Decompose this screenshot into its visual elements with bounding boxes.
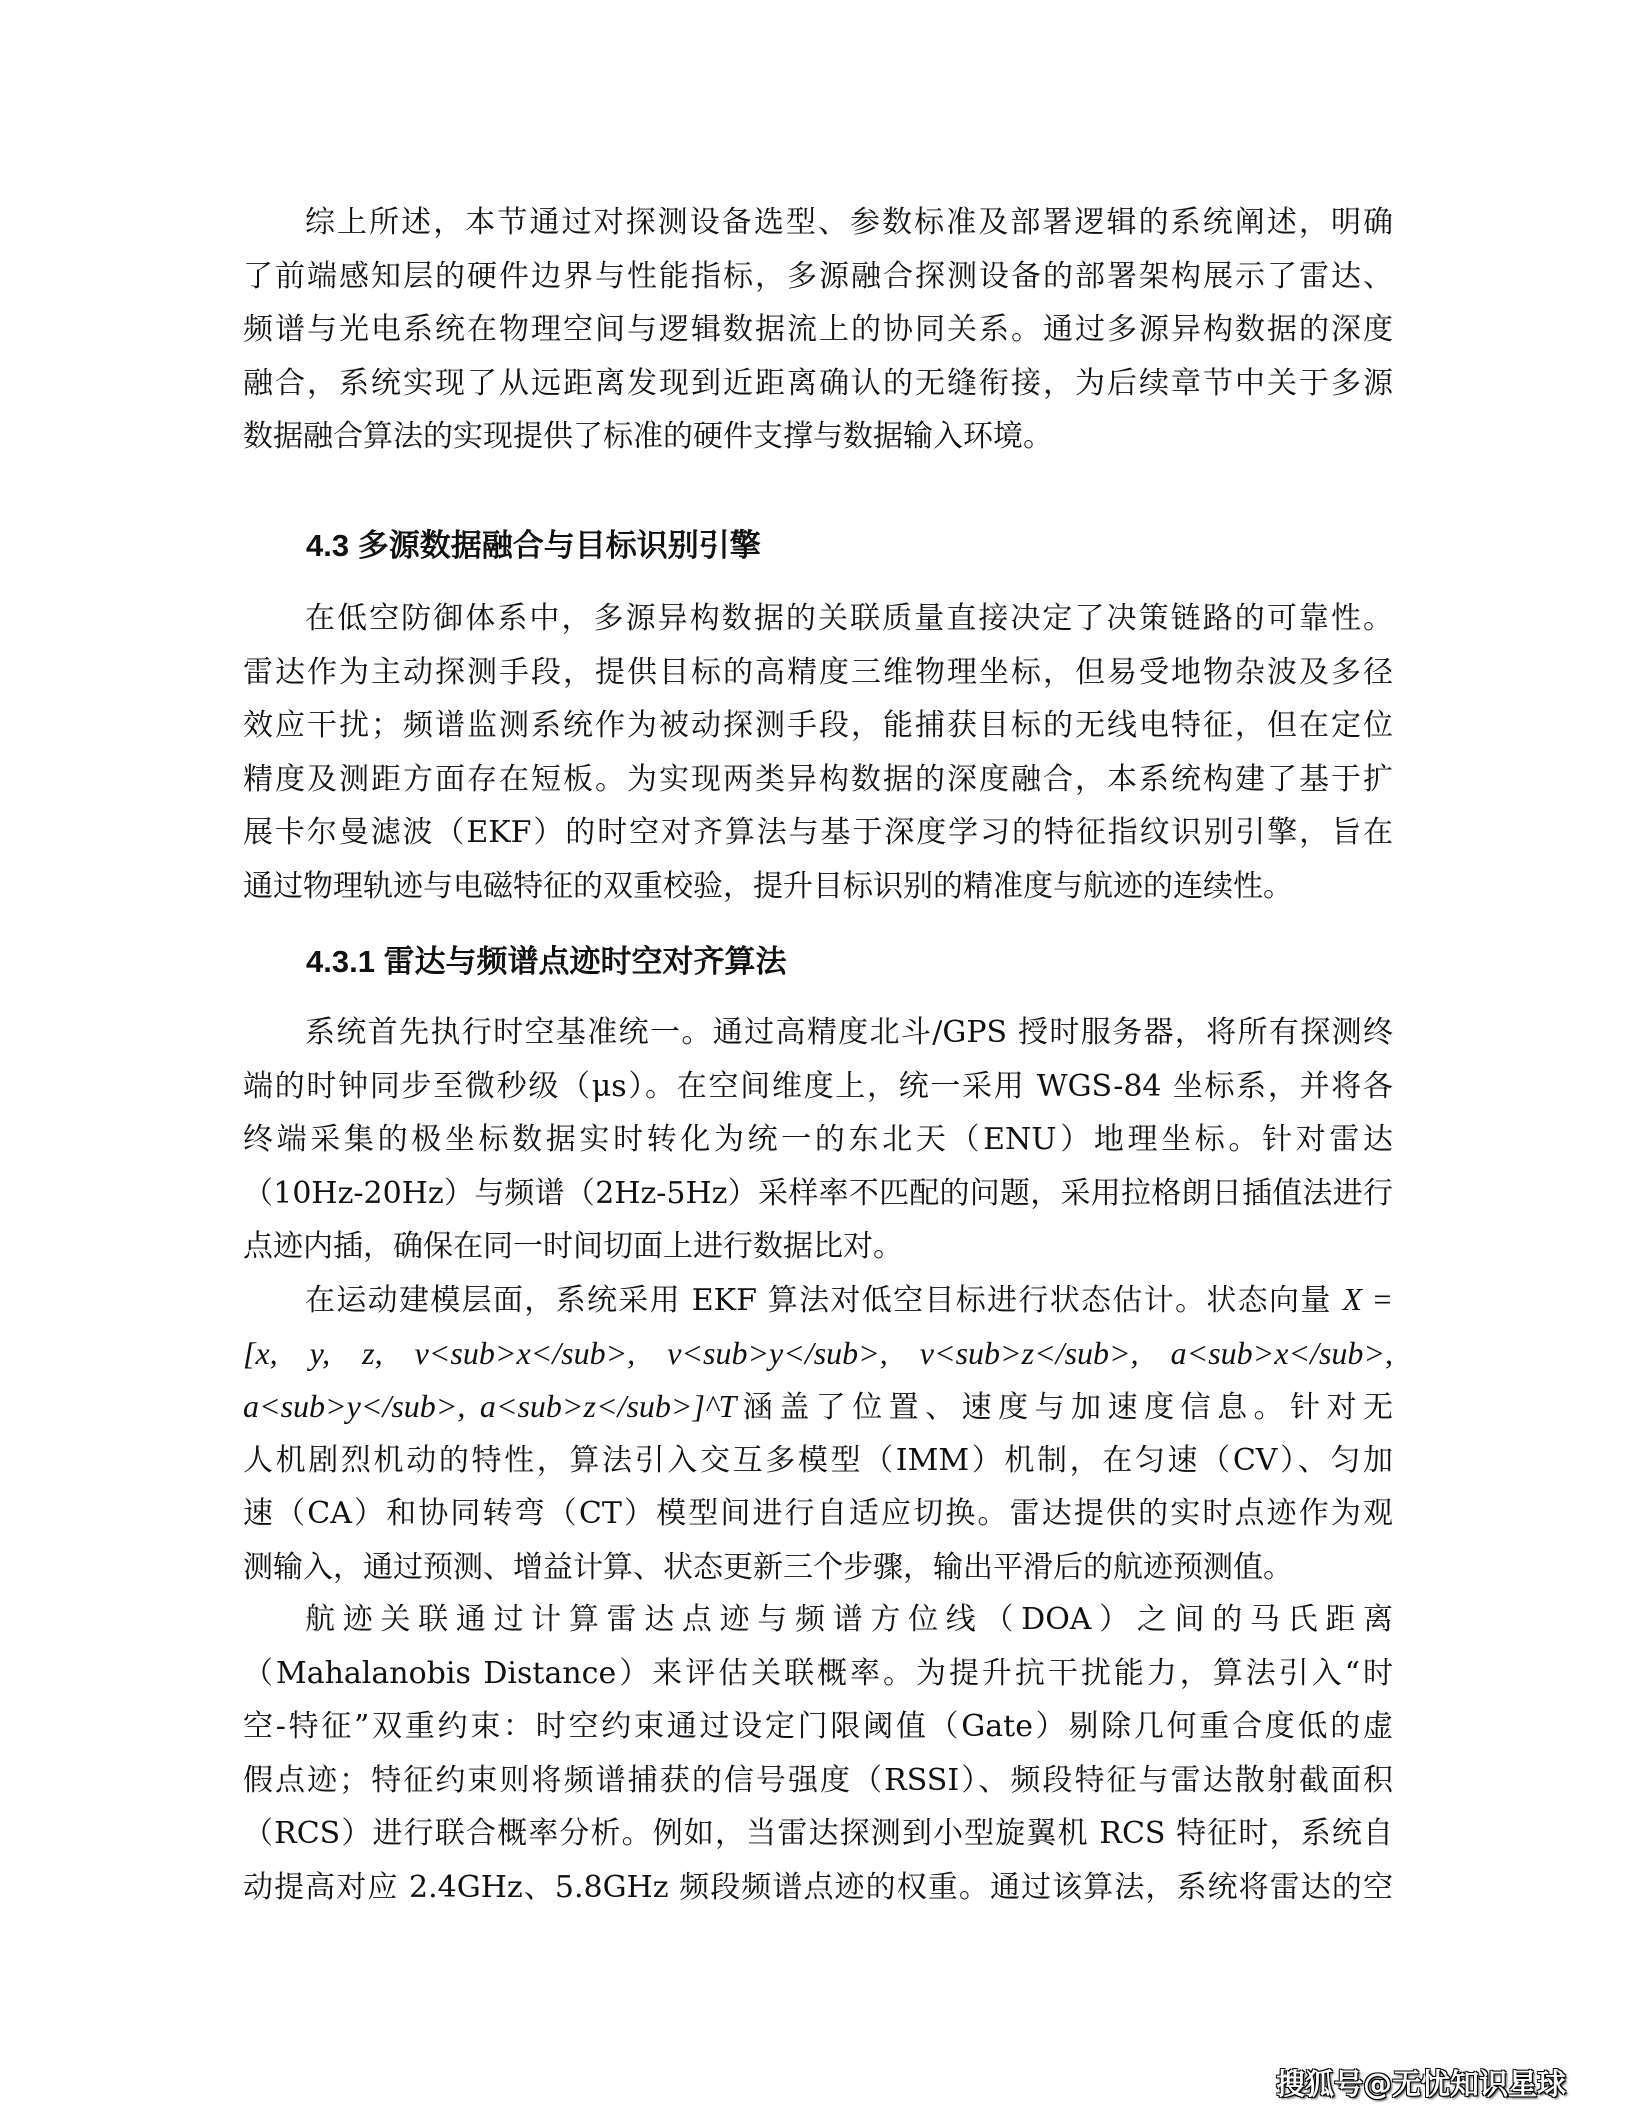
text-line: 通过物理轨迹与电磁特征的双重校验，提升目标识别的精准度与航迹的连续性。: [243, 868, 1293, 904]
text-line: 了前端感知层的硬件边界与性能指标，多源融合探测设备的部署架构展示了雷达、: [243, 258, 1393, 294]
section-heading-4-3: 4.3 多源数据融合与目标识别引擎: [306, 528, 761, 563]
text-line: 在低空防御体系中，多源异构数据的关联质量直接决定了决策链路的可靠性。: [305, 601, 1393, 636]
text-line: 系统首先执行时空基准统一。通过高精度北斗/GPS 授时服务器，将所有探测终: [305, 1015, 1393, 1050]
ekf-paragraph: [243, 1273, 1393, 1595]
text-line: [243, 1380, 1393, 1434]
text-line: 融合，系统实现了从远距离发现到近距离确认的无缝衔接，为后续章节中关于多源: [243, 365, 1393, 401]
section-heading-4-3-1: 4.3.1 雷达与频谱点迹时空对齐算法: [306, 944, 787, 979]
text-line: （10Hz-20Hz）与频谱（2Hz-5Hz）采样率不匹配的问题，采用拉格朗日插值法进行: [243, 1175, 1393, 1211]
summary-paragraph: [243, 196, 1393, 464]
text-line: 测输入，通过预测、增益计算、状态更新三个步骤，输出平滑后的航迹预测值。: [243, 1549, 1293, 1585]
time-space-paragraph: [243, 1006, 1393, 1274]
text-line: 数据融合算法的实现提供了标准的硬件支撑与数据输入环境。: [243, 419, 1053, 455]
text-line: 点迹内插，确保在同一时间切面上进行数据比对。: [243, 1229, 903, 1265]
text-line: （RCS）进行联合概率分析。例如，当雷达探测到小型旋翼机 RCS 特征时，系统自: [243, 1816, 1393, 1852]
text-line: 频谱与光电系统在物理空间与逻辑数据流上的协同关系。通过多源异构数据的深度: [243, 312, 1393, 348]
text-line: 端的时钟同步至微秒级（μs）。在空间维度上，统一采用 WGS-84 坐标系，并将各: [243, 1068, 1393, 1104]
text-line: 精度及测距方面存在短板。为实现两类异构数据的深度融合，本系统构建了基于扩: [243, 761, 1393, 797]
text-line: 综上所述，本节通过对探测设备选型、参数标准及部署逻辑的系统阐述，明确: [305, 205, 1393, 240]
text-segment: 在运动建模层面，系统采用 EKF 算法对低空目标进行状态估计。状态向量: [305, 1283, 1343, 1318]
text-line: 速（CA）和协同转弯（CT）模型间进行自适应切换。雷达提供的实时点迹作为观: [243, 1496, 1393, 1532]
text-line: 雷达作为主动探测手段，提供目标的高精度三维物理坐标，但易受地物杂波及多径: [243, 654, 1393, 690]
formula-line: [x, y, z, v<sub>x</sub>, v<sub>y</sub>, v<sub>z</sub>, a<sub>x</sub>,: [243, 1334, 1393, 1371]
text-line: 动提高对应 2.4GHz、5.8GHz 频段频谱点迹的权重。通过该算法，系统将雷达的空: [243, 1869, 1393, 1905]
text-line: 假点迹；特征约束则将频谱捕获的信号强度（RSSI）、频段特征与雷达散射截面积: [243, 1762, 1393, 1798]
text-line: （Mahalanobis Distance）来评估关联概率。为提升抗干扰能力，算法引入“时: [243, 1655, 1393, 1691]
text-segment: 涵盖了位置、速度与加速度信息。针对无: [736, 1390, 1394, 1426]
watermark: 搜狐号@无忧知识星球: [1276, 2067, 1567, 2101]
text-line: 效应干扰；频谱监测系统作为被动探测手段，能捕获目标的无线电特征，但在定位: [243, 708, 1393, 744]
text-line: 空-特征”双重约束：时空约束通过设定门限阈值（Gate）剔除几何重合度低的虚: [243, 1709, 1393, 1745]
text-line: 人机剧烈机动的特性，算法引入交互多模型（IMM）机制，在匀速（CV）、匀加: [243, 1442, 1393, 1478]
intro-paragraph: [243, 592, 1393, 914]
text-line: 展卡尔曼滤波（EKF）的时空对齐算法与基于深度学习的特征指纹识别引擎，旨在: [243, 815, 1393, 851]
formula-segment: X =: [1342, 1281, 1393, 1317]
text-line: [243, 1273, 1393, 1327]
text-line: 终端采集的极坐标数据实时转化为统一的东北天（ENU）地理坐标。针对雷达: [243, 1122, 1393, 1158]
text-line: 航迹关联通过计算雷达点迹与频谱方位线（DOA）之间的马氏距离: [305, 1602, 1393, 1637]
formula-segment: a<sub>y</sub>, a<sub>z</sub>]^T: [243, 1388, 737, 1425]
track-association-paragraph: [243, 1593, 1393, 1915]
